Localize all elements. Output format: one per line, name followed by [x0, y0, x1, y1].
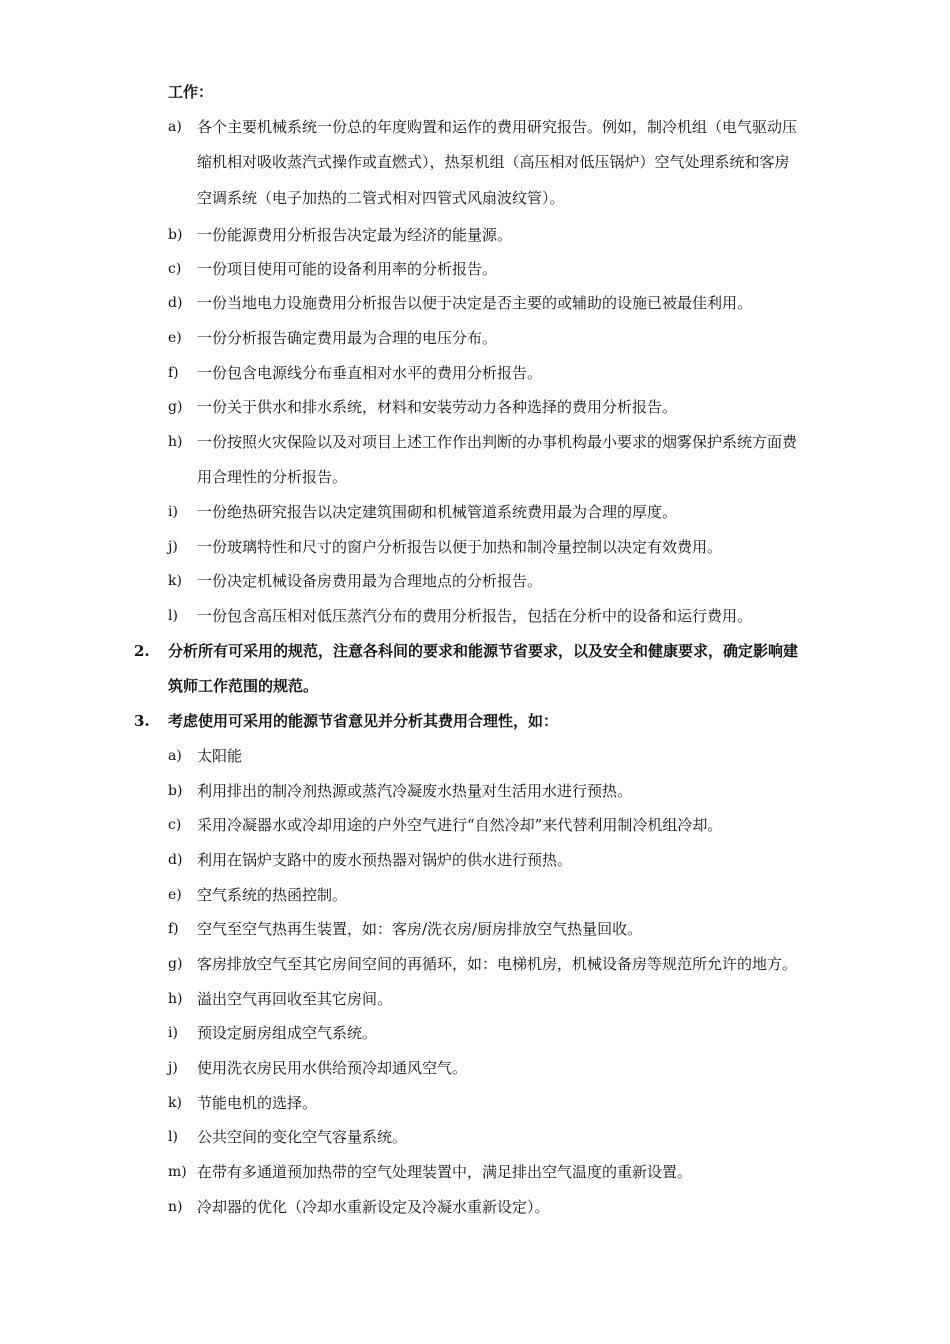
list-item-text: 一份包含电源线分布垂直相对水平的费用分析报告。 — [197, 364, 543, 382]
list-marker: e) — [168, 330, 182, 346]
list-marker: i) — [168, 504, 178, 520]
list-item-text: 在带有多通道预加热带的空气处理装置中，满足排出空气温度的重新设置。 — [197, 1163, 693, 1181]
list-marker: c) — [168, 261, 182, 277]
list-item-text: 利用排出的制冷剂热源或蒸汽冷凝废水热量对生活用水进行预热。 — [197, 782, 633, 800]
list-item-text: 冷却器的优化（冷却水重新设定及冷凝水重新设定）。 — [197, 1198, 550, 1216]
list-item-text: 一份包含高压相对低压蒸汽分布的费用分析报告，包括在分析中的设备和运行费用。 — [197, 607, 753, 625]
list-item-text: 一份当地电力设施费用分析报告以便于决定是否主要的或辅助的设施已被最佳利用。 — [197, 294, 753, 312]
list-marker: i) — [168, 1025, 178, 1041]
list-item-text: 一份项目使用可能的设备利用率的分析报告。 — [197, 260, 498, 278]
list-marker: d) — [168, 295, 183, 311]
list-item-text: 采用冷凝器水或冷却用途的户外空气进行“自然冷却”来代替利用制冷机组冷却。 — [197, 816, 723, 834]
list-item-text: 利用在锅炉支路中的废水预热器对锅炉的供水进行预热。 — [197, 851, 573, 869]
list-marker: l) — [168, 608, 178, 624]
intro-heading: 工作： — [168, 83, 214, 101]
list-item-text: 各个主要机械系统一份总的年度购置和运作的费用研究报告。例如，制冷机组（电气驱动压 — [197, 118, 798, 136]
list-marker: h) — [168, 991, 183, 1007]
list-item-text: 预设定厨房组成空气系统。 — [197, 1024, 378, 1042]
list-marker: b) — [168, 227, 183, 243]
list-marker: j) — [168, 1060, 178, 1076]
list-marker: f) — [168, 365, 179, 381]
list-marker: j) — [168, 539, 178, 555]
list-item-text: 空气系统的热函控制。 — [197, 886, 348, 904]
list-marker: m) — [168, 1164, 187, 1180]
list-marker: h) — [168, 434, 183, 450]
list-item-text: 一份能源费用分析报告决定最为经济的能量源。 — [197, 226, 513, 244]
list-item-text: 空调系统（电子加热的二管式相对四管式风扇波纹管）。 — [197, 189, 565, 207]
list-item-text: 缩机相对吸收蒸汽式操作或直燃式），热泵机组（高压相对低压锅炉）空气处理系统和客房 — [197, 153, 790, 171]
list-marker: f) — [168, 921, 179, 937]
list-marker: b) — [168, 783, 183, 799]
section-number: 3. — [134, 712, 150, 730]
list-marker: a) — [168, 748, 182, 764]
list-item-text: 用合理性的分析报告。 — [197, 468, 348, 486]
list-item-text: 空气至空气热再生装置，如：客房/洗衣房/厨房排放空气热量回收。 — [197, 920, 643, 938]
list-item-text: 溢出空气再回收至其它房间。 — [197, 990, 393, 1008]
list-item-text: 太阳能 — [197, 747, 243, 765]
list-marker: a) — [168, 119, 182, 135]
list-marker: n) — [168, 1199, 183, 1215]
list-marker: g) — [168, 399, 183, 415]
list-marker: k) — [168, 1095, 182, 1111]
list-item-text: 一份玻璃特性和尺寸的窗户分析报告以便于加热和制冷量控制以决定有效费用。 — [197, 538, 723, 556]
list-item-text: 一份关于供水和排水系统，材料和安装劳动力各种选择的费用分析报告。 — [197, 398, 678, 416]
list-marker: g) — [168, 956, 183, 972]
list-item-text: 一份分析报告确定费用最为合理的电压分布。 — [197, 329, 498, 347]
list-marker: l) — [168, 1129, 178, 1145]
list-marker: c) — [168, 817, 182, 833]
section-text: 考虑使用可采用的能源节省意见并分析其费用合理性，如： — [168, 712, 559, 730]
list-item-text: 客房排放空气至其它房间空间的再循环，如：电梯机房，机械设备房等规范所允许的地方。 — [197, 955, 798, 973]
section-text: 筑师工作范围的规范。 — [168, 677, 319, 695]
list-item-text: 一份绝热研究报告以决定建筑围砌和机械管道系统费用最为合理的厚度。 — [197, 503, 678, 521]
section-text: 分析所有可采用的规范，注意各科间的要求和能源节省要求，以及安全和健康要求，确定影响建 — [168, 642, 799, 660]
list-item-text: 公共空间的变化空气容量系统。 — [197, 1128, 408, 1146]
list-marker: k) — [168, 573, 182, 589]
list-item-text: 一份按照火灾保险以及对项目上述工作作出判断的办事机构最小要求的烟雾保护系统方面费 — [197, 433, 798, 451]
list-marker: e) — [168, 887, 182, 903]
list-item-text: 一份决定机械设备房费用最为合理地点的分析报告。 — [197, 572, 543, 590]
section-number: 2. — [134, 642, 150, 660]
list-item-text: 节能电机的选择。 — [197, 1094, 318, 1112]
list-item-text: 使用洗衣房民用水供给预冷却通风空气。 — [197, 1059, 468, 1077]
list-marker: d) — [168, 852, 183, 868]
